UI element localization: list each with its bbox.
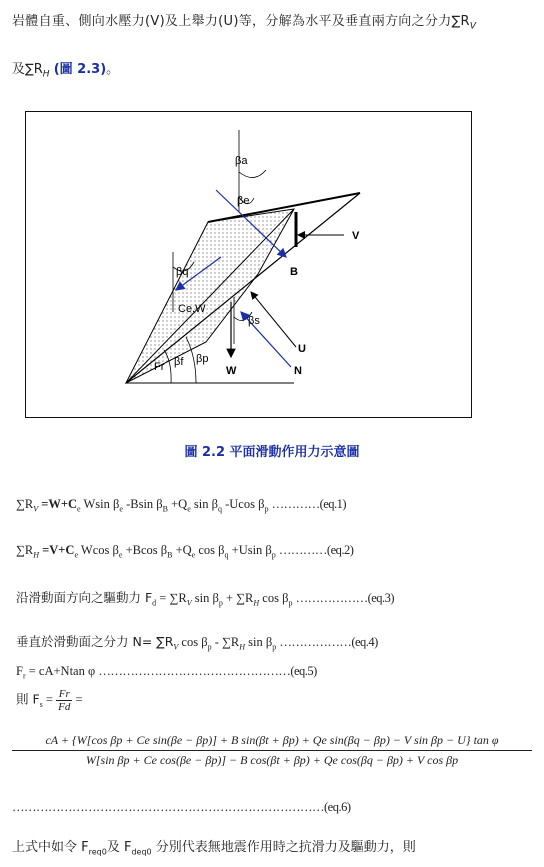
eq2-part-2: Wcos β: [78, 543, 119, 557]
label-ce-w: Ce.W: [178, 303, 206, 315]
eq1-part-5: sin β: [190, 497, 218, 511]
eq3-part-2: sin β: [191, 591, 219, 605]
sub-v1: V: [186, 598, 192, 608]
eq1-part-6: -Ucos β: [221, 497, 265, 511]
eq2-lhs: ∑R: [16, 543, 34, 557]
label-v: V: [352, 230, 360, 242]
equation-2: [16, 543, 353, 560]
eq3-part-3: + ∑R: [222, 591, 254, 605]
sub-e1: e: [77, 504, 81, 514]
sub-e6: e: [191, 550, 196, 560]
eq2-tag: …………(eq.2): [278, 543, 354, 557]
eq5-lhs-sub: r: [22, 671, 26, 681]
label-beta-s: βs: [248, 315, 260, 327]
eq2-part-1: =V+C: [39, 543, 75, 557]
equation-3: [16, 588, 394, 608]
equation-5: [16, 664, 317, 681]
label-beta-f: βf: [174, 356, 184, 368]
label-n: N: [294, 365, 302, 377]
eq1-part-2: Wsin β: [80, 497, 120, 511]
eq3-part-1: = ∑R: [156, 591, 187, 605]
eq2-part-5: cos β: [195, 543, 225, 557]
final-line: [12, 836, 416, 857]
intro-line-1-sub: V: [469, 21, 477, 32]
eq6-tag: ……………………………………………………………………(eq.6): [12, 800, 351, 814]
eq2-part-3: +Bcos β: [122, 543, 168, 557]
sub-e3: e: [187, 504, 191, 514]
final-sub-1: req0: [88, 847, 107, 857]
eq1-lhs: ∑R: [16, 497, 34, 511]
eq1-part-1: =W+C: [38, 497, 78, 511]
label-w: W: [226, 365, 237, 377]
equation-4: [16, 632, 378, 652]
beta-a-arc: [239, 170, 266, 178]
sliding-force-figure: [25, 111, 472, 418]
eq3-sub: d: [152, 598, 157, 608]
eq5-tag: …………………………………………(eq.5): [98, 664, 317, 678]
final-end: 分別代表無地震作用時之抗滑力及驅動力，則: [151, 840, 416, 855]
intro-line-2-sub: H: [42, 69, 50, 80]
sub-q1: q: [217, 504, 222, 514]
sub-p3: p: [218, 598, 223, 608]
sub-p4: p: [288, 598, 293, 608]
sub-p1: p: [264, 504, 269, 514]
eq1-part-3: -Bsin β: [122, 497, 163, 511]
sub-p5: p: [207, 642, 212, 652]
eq6-denominator: W[sin βp + Ce cos(βe − βp)] − B cos(βt + βp) + Qe cos(βq − βp) + V cos βp: [85, 753, 459, 767]
label-beta-a: βa: [235, 155, 248, 167]
sub-p6: p: [272, 642, 277, 652]
sub-e2: e: [119, 504, 123, 514]
eq6-fraction: [56, 688, 72, 713]
equation-1: [16, 497, 346, 514]
final-sub-2: deq0: [131, 847, 152, 857]
sub-e5: e: [118, 550, 123, 560]
eq5-body: = cA+Ntan φ: [25, 664, 96, 678]
label-u: U: [298, 343, 306, 355]
label-beta-e: βe: [237, 195, 250, 207]
intro-line-2-prefix: 及∑R: [12, 62, 43, 77]
eq2-part-6: +Usin β: [228, 543, 272, 557]
final-mid: 及 F: [106, 840, 132, 855]
figure-caption: 圖 2.2 平面滑動作用力示意圖: [184, 445, 360, 460]
eq1-tag: …………(eq.1): [271, 497, 347, 511]
equation-6-prefix: [16, 688, 83, 713]
eq2-part-4: +Q: [172, 543, 192, 557]
sub-q2: q: [224, 550, 229, 560]
sub-e4: e: [74, 550, 79, 560]
sub-h1: H: [253, 598, 260, 608]
sub-p2: p: [271, 550, 276, 560]
eq1-part-4: +Q: [168, 497, 188, 511]
eq3-text: 沿滑動面方向之驅動力 F: [16, 590, 153, 605]
eq6-fraction-num: Fr: [56, 688, 72, 701]
label-beta-q: βq: [176, 266, 189, 278]
intro-line-2-end: 。: [106, 62, 120, 77]
eq1-lhs-sub: V: [33, 504, 39, 514]
eq3-part-4: cos β: [259, 591, 289, 605]
eq4-part-3: sin β: [245, 635, 273, 649]
sub-b2: B: [167, 550, 173, 560]
intro-line-1: [12, 10, 476, 32]
eq4-tag: ………………(eq.4): [279, 635, 378, 649]
eq4-text: 垂直於滑動面之分力 N= ∑R: [16, 634, 174, 649]
eq4-part-1: cos β: [178, 635, 208, 649]
label-fr: Fr: [154, 361, 165, 373]
eq2-lhs-sub: H: [33, 550, 40, 560]
eq6-end: =: [75, 692, 83, 707]
sub-b1: B: [162, 504, 168, 514]
label-beta-p: βp: [196, 353, 209, 365]
eq6-eq: =: [42, 692, 53, 707]
intro-line-1-text: 岩體自重、側向水壓力(V)及上舉力(U)等，分解為水平及垂直兩方向之分力∑R: [12, 14, 470, 29]
final-text: 上式中如令 F: [12, 840, 89, 855]
eq4-part-2: - ∑R: [211, 635, 240, 649]
eq6-numerator: cA + {W[cos βp + Ce sin(βe − βp)] + B sin(βt + βp) + Qe sin(βq − βp) − V sin βp − U} tan φ: [12, 733, 532, 751]
eq6-fraction-den: Fd: [58, 701, 71, 713]
eq3-tag: ………………(eq.3): [295, 591, 395, 605]
eq5-lhs: F: [16, 664, 23, 678]
intro-line-2: [12, 58, 119, 80]
force-diagram: [26, 112, 473, 419]
eq6-prefix: 則 F: [16, 691, 40, 707]
eq6-prefix-sub: s: [39, 699, 43, 709]
sub-v2: V: [173, 642, 179, 652]
label-b: B: [290, 266, 298, 278]
figure-reference: (圖 2.3): [53, 62, 107, 77]
equation-6-fraction: [12, 733, 532, 768]
sub-h2: H: [239, 642, 246, 652]
